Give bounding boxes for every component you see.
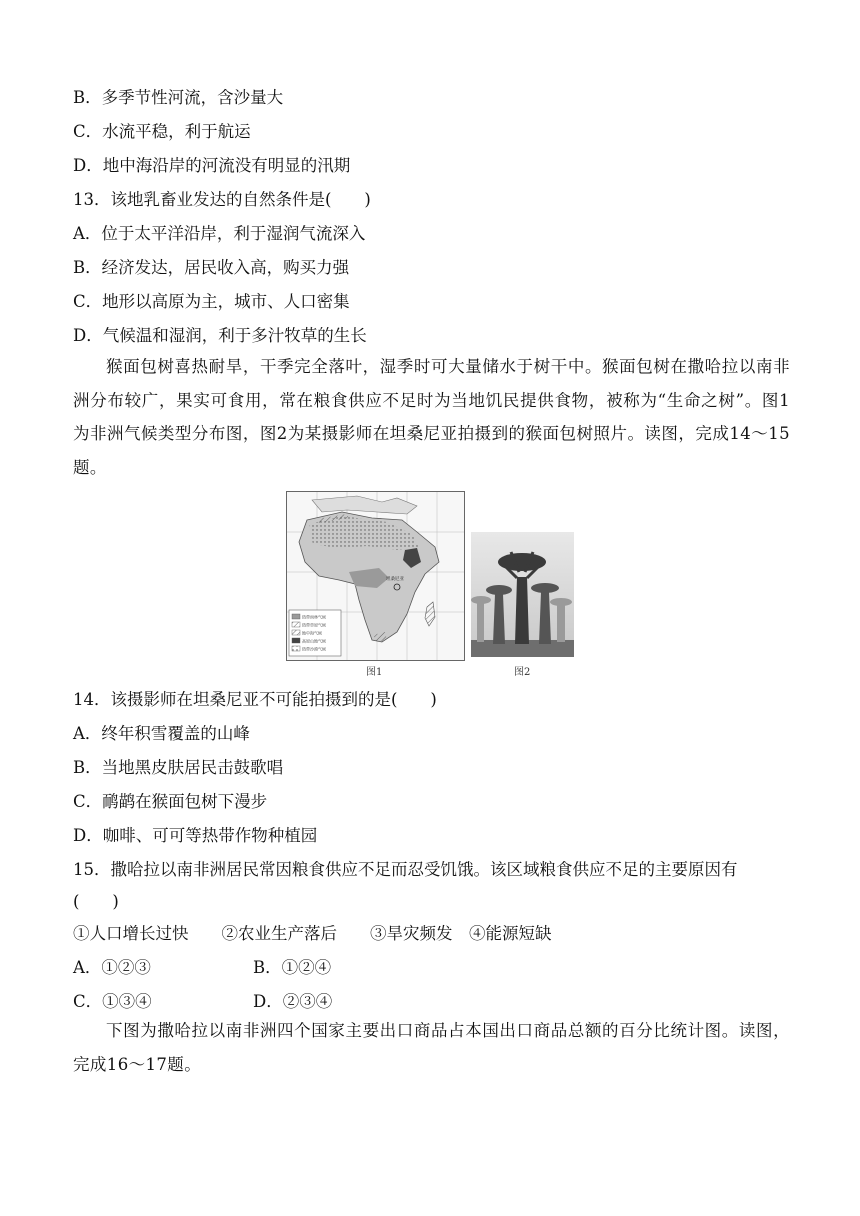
q12-option-d: D．地中海沿岸的河流没有明显的汛期 — [73, 156, 351, 175]
q12-option-c: C．水流平稳，利于航运 — [73, 122, 251, 141]
q15-option-d: D．②③④ — [253, 992, 333, 1011]
q15-stem: 15．撒哈拉以南非洲居民常因粮食供应不足而忍受饥饿。该区域粮食供应不足的主要原因有 — [73, 860, 738, 879]
passage-export-chart-intro: 下图为撒哈拉以南非洲四个国家主要出口商品占本国出口商品总额的百分比统计图。读图，完成16～17题。 — [73, 1021, 790, 1074]
q15-option-b: B．①②④ — [253, 958, 332, 977]
figure1-caption: 图1 — [366, 667, 383, 678]
q14-option-b: B．当地黑皮肤居民击鼓歌唱 — [73, 758, 284, 777]
q15-option-a: A．①②③ — [73, 958, 151, 977]
figure2-baobab-photo — [471, 532, 574, 657]
legend-label-mediterranean: 地中海气候 — [302, 630, 322, 636]
legend-label-highland: 高原山地气候 — [302, 638, 326, 644]
q13-option-b: B．经济发达，居民收入高，购买力强 — [73, 258, 350, 277]
q14-option-d: D．咖啡、可可等热带作物种植园 — [73, 826, 318, 845]
q14-stem: 14．该摄影师在坦桑尼亚不可能拍摄到的是( ) — [73, 690, 437, 709]
q13-option-c: C．地形以高原为主，城市、人口密集 — [73, 292, 350, 311]
legend-label-desert: 热带沙漠气候 — [302, 646, 326, 652]
map-label-tanzania: 坦桑尼亚 — [386, 577, 404, 582]
figure2-caption: 图2 — [514, 667, 531, 678]
q13-option-d: D．气候温和湿润，利于多汁牧草的生长 — [73, 326, 367, 345]
q15-items: ①人口增长过快 ②农业生产落后 ③旱灾频发 ④能源短缺 — [73, 924, 552, 943]
q15-answer-paren: ( ) — [73, 892, 119, 911]
q13-stem: 13．该地乳畜业发达的自然条件是( ) — [73, 190, 371, 209]
q15-option-c: C．①③④ — [73, 992, 152, 1011]
q14-option-c: C．鸸鹋在猴面包树下漫步 — [73, 792, 268, 811]
q14-option-a: A．终年积雪覆盖的山峰 — [73, 724, 250, 743]
figure1-africa-climate-map — [286, 491, 465, 661]
q12-option-b: B．多季节性河流，含沙量大 — [73, 88, 284, 107]
passage-baobab: 猴面包树喜热耐旱，干季完全落叶，湿季时可大量储水于树干中。猴面包树在撒哈拉以南非洲分布较广，果实可食用，常在粮食供应不足时为当地饥民提供食物，被称为“生命之树”。图1为非洲气候类型分布图，图2为某摄影师在坦桑尼亚拍摄到的猴面包树照片。读图，完成14～15题。 — [73, 357, 790, 477]
africa-map-svg — [287, 492, 464, 660]
q13-option-a: A．位于太平洋沿岸，利于湿润气流深入 — [73, 224, 366, 243]
legend-label-savanna: 热带草原气候 — [302, 622, 326, 628]
legend-label-rainforest: 热带雨林气候 — [302, 614, 326, 620]
